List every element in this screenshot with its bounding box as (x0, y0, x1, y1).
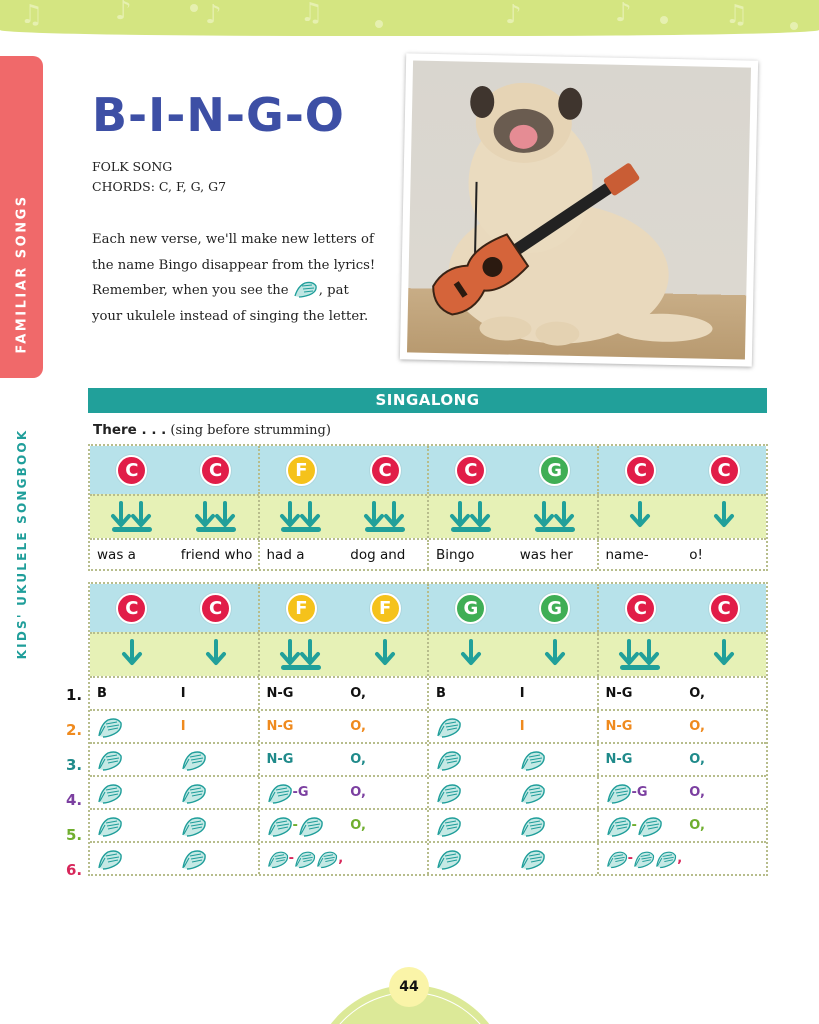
measure-cell (427, 777, 597, 808)
strum-down-icon (712, 500, 736, 534)
measure-cell (258, 540, 428, 569)
measure-cell (597, 744, 767, 775)
beat (682, 752, 766, 767)
pug-photo (400, 53, 758, 366)
chord-row (90, 446, 766, 494)
beat (90, 716, 174, 738)
measure-cell (597, 634, 767, 676)
section-tab-label: FAMILIAR SONGS (14, 194, 30, 354)
clap-hand-icon (436, 815, 462, 837)
measure-cell (427, 810, 597, 841)
verse-lyric: I (180, 686, 186, 701)
chord-f-badge: F (286, 593, 317, 624)
clap-hand-icon (606, 815, 632, 837)
verse-lyric: N-G (266, 719, 294, 734)
measure-cell (258, 678, 428, 709)
beat (174, 547, 258, 563)
chord-g-badge: G (539, 455, 570, 486)
lyric-text: o! (689, 546, 703, 563)
chord-c-badge: C (370, 455, 401, 486)
beat (682, 818, 766, 833)
music-note-icon: ♫ (725, 0, 749, 30)
verse-number: 5. (66, 826, 83, 844)
music-note-icon: ♪ (505, 0, 522, 30)
beat (343, 638, 427, 672)
verse-lyric: I (519, 686, 525, 701)
beat (682, 547, 766, 563)
photo-image (407, 60, 751, 359)
beat (260, 815, 344, 837)
dot-decoration (790, 22, 798, 30)
beat (174, 749, 258, 771)
clap-hand-icon (655, 848, 677, 870)
clap-hand-icon (267, 782, 293, 804)
beat (343, 752, 427, 767)
beat (513, 848, 597, 870)
verse-lyric: O, (350, 818, 366, 833)
verse-lyric: I (180, 719, 186, 734)
clap-hand-icon (97, 716, 123, 738)
singalong-block-1 (88, 444, 768, 571)
chord-c-badge: C (116, 593, 147, 624)
singalong-intro (93, 422, 331, 438)
lyric-text: had a (266, 546, 305, 563)
music-note-icon: ♫ (300, 0, 324, 28)
intro-text-1: Each new verse, we'll make new letters of the name Bingo disappear from the lyrics! Remember, when you see the (92, 232, 376, 298)
beat (260, 547, 344, 563)
beat (599, 686, 683, 701)
beat (599, 719, 683, 734)
beat (513, 593, 597, 624)
measure-cell (258, 744, 428, 775)
beat (174, 719, 258, 734)
beat (599, 500, 683, 534)
measure-cell (90, 540, 258, 569)
verse-lyric: - (292, 818, 298, 833)
verse-lyric: I (519, 719, 525, 734)
clap-hand-icon (97, 749, 123, 771)
beat (682, 500, 766, 534)
beat (174, 455, 258, 486)
beat (513, 719, 597, 734)
lyric-text: name- (605, 546, 649, 563)
beat (260, 500, 344, 534)
beat (90, 686, 174, 701)
lyrics-row (90, 538, 766, 569)
beat (343, 547, 427, 563)
beat (260, 593, 344, 624)
beat (429, 593, 513, 624)
verse-number: 2. (66, 721, 83, 739)
dot-decoration (660, 16, 668, 24)
beat (90, 782, 174, 804)
verse-lyric: N-G (605, 719, 633, 734)
clap-hand-icon (520, 782, 546, 804)
verse-lyric: B (436, 686, 446, 701)
beat (260, 848, 344, 870)
clap-hand-icon (436, 749, 462, 771)
clap-hand-icon (293, 280, 319, 298)
measure-cell (427, 744, 597, 775)
clap-hand-icon (520, 749, 546, 771)
clap-hand-icon (637, 815, 663, 837)
verse-number: 6. (66, 861, 83, 879)
beat (260, 782, 344, 804)
chord-c-badge: C (200, 455, 231, 486)
double-strum-down-icon (279, 500, 323, 534)
clap-hand-icon (633, 848, 655, 870)
beat (429, 455, 513, 486)
beat (260, 638, 344, 672)
measure-cell (597, 777, 767, 808)
beat (682, 686, 766, 701)
beat (429, 500, 513, 534)
beat (174, 638, 258, 672)
measure-cell (90, 678, 258, 709)
measure-cell (90, 446, 258, 494)
verse-lyric: , (677, 851, 683, 866)
beat (260, 686, 344, 701)
verse-lyric: N-G (266, 686, 294, 701)
chord-c-badge: C (709, 455, 740, 486)
chord-f-badge: F (286, 455, 317, 486)
lyric-text: was a (97, 546, 136, 563)
beat (343, 593, 427, 624)
beat (682, 785, 766, 800)
beat (174, 686, 258, 701)
measure-cell (90, 843, 258, 874)
verse-row (90, 676, 766, 709)
measure-cell (427, 711, 597, 742)
measure-cell (597, 678, 767, 709)
measure-cell (427, 446, 597, 494)
beat (343, 500, 427, 534)
measure-cell (427, 496, 597, 538)
beat (599, 455, 683, 486)
measure-cell (597, 540, 767, 569)
beat (429, 638, 513, 672)
chord-c-badge: C (625, 593, 656, 624)
beat (429, 716, 513, 738)
verse-lyric: - (627, 851, 634, 866)
strum-down-icon (712, 638, 736, 672)
beat (429, 686, 513, 701)
verse-lyric: -G (292, 785, 309, 800)
verse-row (90, 742, 766, 775)
verse-number: 1. (66, 686, 83, 704)
measure-cell (597, 843, 767, 874)
clap-hand-icon (267, 848, 289, 870)
beat (599, 782, 683, 804)
beat (513, 782, 597, 804)
verse-lyric: O, (350, 752, 366, 767)
clap-hand-icon (520, 848, 546, 870)
chord-c-badge: C (200, 593, 231, 624)
beat (90, 749, 174, 771)
verse-lyric: N-G (605, 752, 633, 767)
verse-row (90, 709, 766, 742)
beat (90, 593, 174, 624)
measure-cell (258, 843, 428, 874)
clap-hand-icon (97, 782, 123, 804)
clap-hand-icon (267, 815, 293, 837)
beat (682, 719, 766, 734)
measure-cell (427, 634, 597, 676)
page-number: 44 (389, 967, 429, 1007)
beat (513, 749, 597, 771)
double-strum-down-icon (110, 500, 154, 534)
beat (513, 547, 597, 563)
measure-cell (597, 584, 767, 632)
lyric-text: Bingo (436, 546, 475, 563)
verse-number: 4. (66, 791, 83, 809)
beat (90, 455, 174, 486)
beat (174, 815, 258, 837)
clap-hand-icon (606, 848, 628, 870)
clap-hand-icon (181, 782, 207, 804)
chord-c-badge: C (709, 593, 740, 624)
double-strum-down-icon (279, 638, 323, 672)
double-strum-down-icon (194, 500, 238, 534)
beat (599, 815, 683, 837)
beat (513, 686, 597, 701)
chord-c-badge: C (625, 455, 656, 486)
beat (90, 638, 174, 672)
beat (174, 848, 258, 870)
beat (343, 719, 427, 734)
chord-g-badge: G (455, 593, 486, 624)
beat (599, 752, 683, 767)
verse-lyric: - (631, 818, 637, 833)
measure-cell (90, 744, 258, 775)
beat (599, 638, 683, 672)
clap-hand-icon (298, 815, 324, 837)
strum-row (90, 494, 766, 538)
strum-down-icon (628, 500, 652, 534)
beat (682, 638, 766, 672)
measure-cell (258, 584, 428, 632)
singalong-block-2 (88, 582, 768, 876)
verse-lyric: O, (689, 785, 705, 800)
verse-row (90, 841, 766, 874)
verse-lyric: N-G (605, 686, 633, 701)
beat (599, 547, 683, 563)
lead-note: (sing before strumming) (170, 423, 331, 438)
beat (90, 848, 174, 870)
lyric-text: friend who (180, 546, 253, 563)
beat (174, 593, 258, 624)
beat (513, 638, 597, 672)
verse-lyric: O, (350, 785, 366, 800)
measure-cell (90, 634, 258, 676)
verse-lyric: O, (689, 686, 705, 701)
chord-f-badge: F (370, 593, 401, 624)
song-meta (92, 157, 226, 197)
beat (682, 455, 766, 486)
clap-hand-icon (436, 782, 462, 804)
clap-hand-icon (294, 848, 316, 870)
dot-decoration (375, 20, 383, 28)
verse-lyric: - (288, 851, 295, 866)
song-genre: FOLK SONG (92, 159, 173, 174)
music-note-icon: ♪ (115, 0, 132, 26)
song-chords: CHORDS: C, F, G, G7 (92, 179, 227, 194)
beat (599, 848, 683, 870)
beat (599, 593, 683, 624)
clap-hand-icon (520, 815, 546, 837)
measure-cell (90, 777, 258, 808)
measure-cell (427, 540, 597, 569)
intro-text-2: , pat your ukulele instead of singing the letter. (92, 283, 369, 324)
book-title-vertical: KIDS' UKULELE SONGBOOK (15, 428, 29, 660)
beat (429, 547, 513, 563)
lyric-text: was her (519, 546, 573, 563)
verse-number: 3. (66, 756, 83, 774)
beat (343, 455, 427, 486)
beat (513, 815, 597, 837)
beat (90, 500, 174, 534)
verse-lyric: O, (689, 752, 705, 767)
strum-down-icon (373, 638, 397, 672)
chord-g-badge: G (539, 593, 570, 624)
measure-cell (597, 446, 767, 494)
lead-word: There . . . (93, 422, 167, 438)
pug-illustration (407, 60, 751, 359)
strum-down-icon (459, 638, 483, 672)
strum-down-icon (204, 638, 228, 672)
music-note-icon: ♪ (615, 0, 632, 28)
strum-down-icon (120, 638, 144, 672)
measure-cell (90, 711, 258, 742)
singalong-header: SINGALONG (88, 388, 767, 413)
measure-cell (258, 446, 428, 494)
beat (429, 749, 513, 771)
beat (260, 719, 344, 734)
measure-cell (90, 584, 258, 632)
beat (429, 848, 513, 870)
verse-lyric: B (97, 686, 107, 701)
double-strum-down-icon (618, 638, 662, 672)
strum-down-icon (543, 638, 567, 672)
beat (513, 500, 597, 534)
verse-row (90, 808, 766, 841)
lyric-text: dog and (350, 546, 406, 563)
verse-lyric: , (338, 851, 344, 866)
beat (429, 815, 513, 837)
clap-hand-icon (181, 815, 207, 837)
beat (343, 686, 427, 701)
measure-cell (258, 777, 428, 808)
top-banner (0, 0, 819, 36)
beat (343, 818, 427, 833)
clap-hand-icon (97, 815, 123, 837)
chord-row (90, 584, 766, 632)
clap-hand-icon (181, 848, 207, 870)
beat (429, 782, 513, 804)
measure-cell (258, 810, 428, 841)
measure-cell (427, 584, 597, 632)
verse-lyric: -G (631, 785, 648, 800)
double-strum-down-icon (363, 500, 407, 534)
strum-row (90, 632, 766, 676)
measure-cell (427, 678, 597, 709)
beat (513, 455, 597, 486)
clap-hand-icon (436, 716, 462, 738)
beat (343, 785, 427, 800)
dot-decoration (190, 4, 198, 12)
chord-c-badge: C (116, 455, 147, 486)
verse-row (90, 775, 766, 808)
music-note-icon: ♪ (205, 0, 222, 30)
verse-lyric: O, (689, 818, 705, 833)
beat (90, 547, 174, 563)
clap-hand-icon (97, 848, 123, 870)
beat (90, 815, 174, 837)
clap-hand-icon (606, 782, 632, 804)
beat (174, 500, 258, 534)
beat (682, 593, 766, 624)
measure-cell (597, 711, 767, 742)
clap-hand-icon (181, 749, 207, 771)
section-tab (0, 56, 43, 378)
verse-lyric: O, (689, 719, 705, 734)
double-strum-down-icon (449, 500, 493, 534)
verse-lyric: N-G (266, 752, 294, 767)
measure-cell (258, 496, 428, 538)
beat (260, 752, 344, 767)
song-intro (92, 227, 382, 329)
measure-cell (258, 711, 428, 742)
music-note-icon: ♫ (20, 0, 44, 30)
verse-lyric: O, (350, 686, 366, 701)
clap-hand-icon (436, 848, 462, 870)
beat (174, 782, 258, 804)
clap-hand-icon (316, 848, 338, 870)
measure-cell (90, 810, 258, 841)
measure-cell (258, 634, 428, 676)
measure-cell (90, 496, 258, 538)
measure-cell (427, 843, 597, 874)
verse-lyric: O, (350, 719, 366, 734)
song-title: B-I-N-G-O (92, 88, 345, 142)
chord-c-badge: C (455, 455, 486, 486)
beat (260, 455, 344, 486)
double-strum-down-icon (533, 500, 577, 534)
measure-cell (597, 810, 767, 841)
measure-cell (597, 496, 767, 538)
